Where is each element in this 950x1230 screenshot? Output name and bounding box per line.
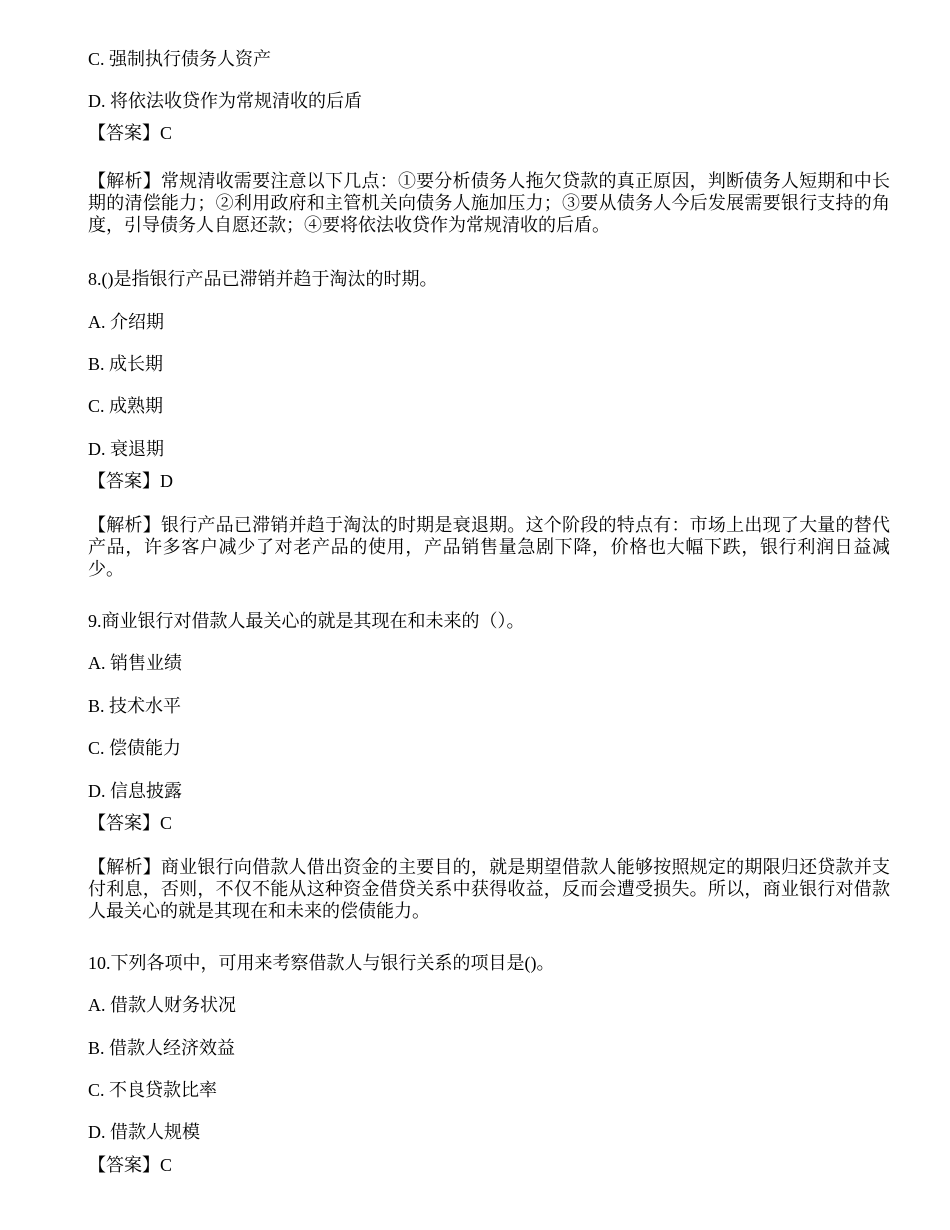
option-line: C. 不良贷款比率 xyxy=(88,1080,218,1100)
option-line: A. 介绍期 xyxy=(88,312,164,332)
option-line: A. 销售业绩 xyxy=(88,653,182,673)
answer-line: 【答案】D xyxy=(88,471,173,491)
analysis-paragraph: 【解析】商业银行向借款人借出资金的主要目的，就是期望借款人能够按照规定的期限归还贷款并支付利息，否则，不仅不能从这种资金借贷关系中获得收益，反而会遭受损失。所以，商业银行对借款人最关心的就是其现在和未来的偿债能力。 xyxy=(88,857,890,921)
option-line: B. 成长期 xyxy=(88,354,164,374)
question-line: 9.商业银行对借款人最关心的就是其现在和未来的（）。 xyxy=(88,611,525,631)
analysis-paragraph: 【解析】常规清收需要注意以下几点：①要分析债务人拖欠贷款的真正原因，判断债务人短期和中长期的清偿能力；②利用政府和主管机关向债务人施加压力；③要从债务人今后发展需要银行支持的角度，引导债务人自愿还款；④要将依法收贷作为常规清收的后盾。 xyxy=(88,171,890,235)
option-line: B. 借款人经济效益 xyxy=(88,1038,236,1058)
option-line: A. 借款人财务状况 xyxy=(88,995,236,1015)
question-line: 8.()是指银行产品已滞销并趋于淘汰的时期。 xyxy=(88,269,438,289)
option-line: D. 信息披露 xyxy=(88,781,182,801)
option-line: D. 衰退期 xyxy=(88,439,164,459)
analysis-paragraph: 【解析】银行产品已滞销并趋于淘汰的时期是衰退期。这个阶段的特点有：市场上出现了大量的替代产品，许多客户减少了对老产品的使用，产品销售量急剧下降，价格也大幅下跌，银行利润日益减少。 xyxy=(88,515,890,579)
answer-line: 【答案】C xyxy=(88,1155,173,1175)
answer-line: 【答案】C xyxy=(88,813,173,833)
option-line: B. 技术水平 xyxy=(88,696,182,716)
option-line: C. 强制执行债务人资产 xyxy=(88,49,272,69)
option-line: D. 将依法收贷作为常规清收的后盾 xyxy=(88,91,362,111)
option-line: C. 成熟期 xyxy=(88,396,164,416)
answer-line: 【答案】C xyxy=(88,123,173,143)
option-line: C. 偿债能力 xyxy=(88,738,182,758)
option-line: D. 借款人规模 xyxy=(88,1122,200,1142)
question-line: 10.下列各项中，可用来考察借款人与银行关系的项目是()。 xyxy=(88,953,555,973)
